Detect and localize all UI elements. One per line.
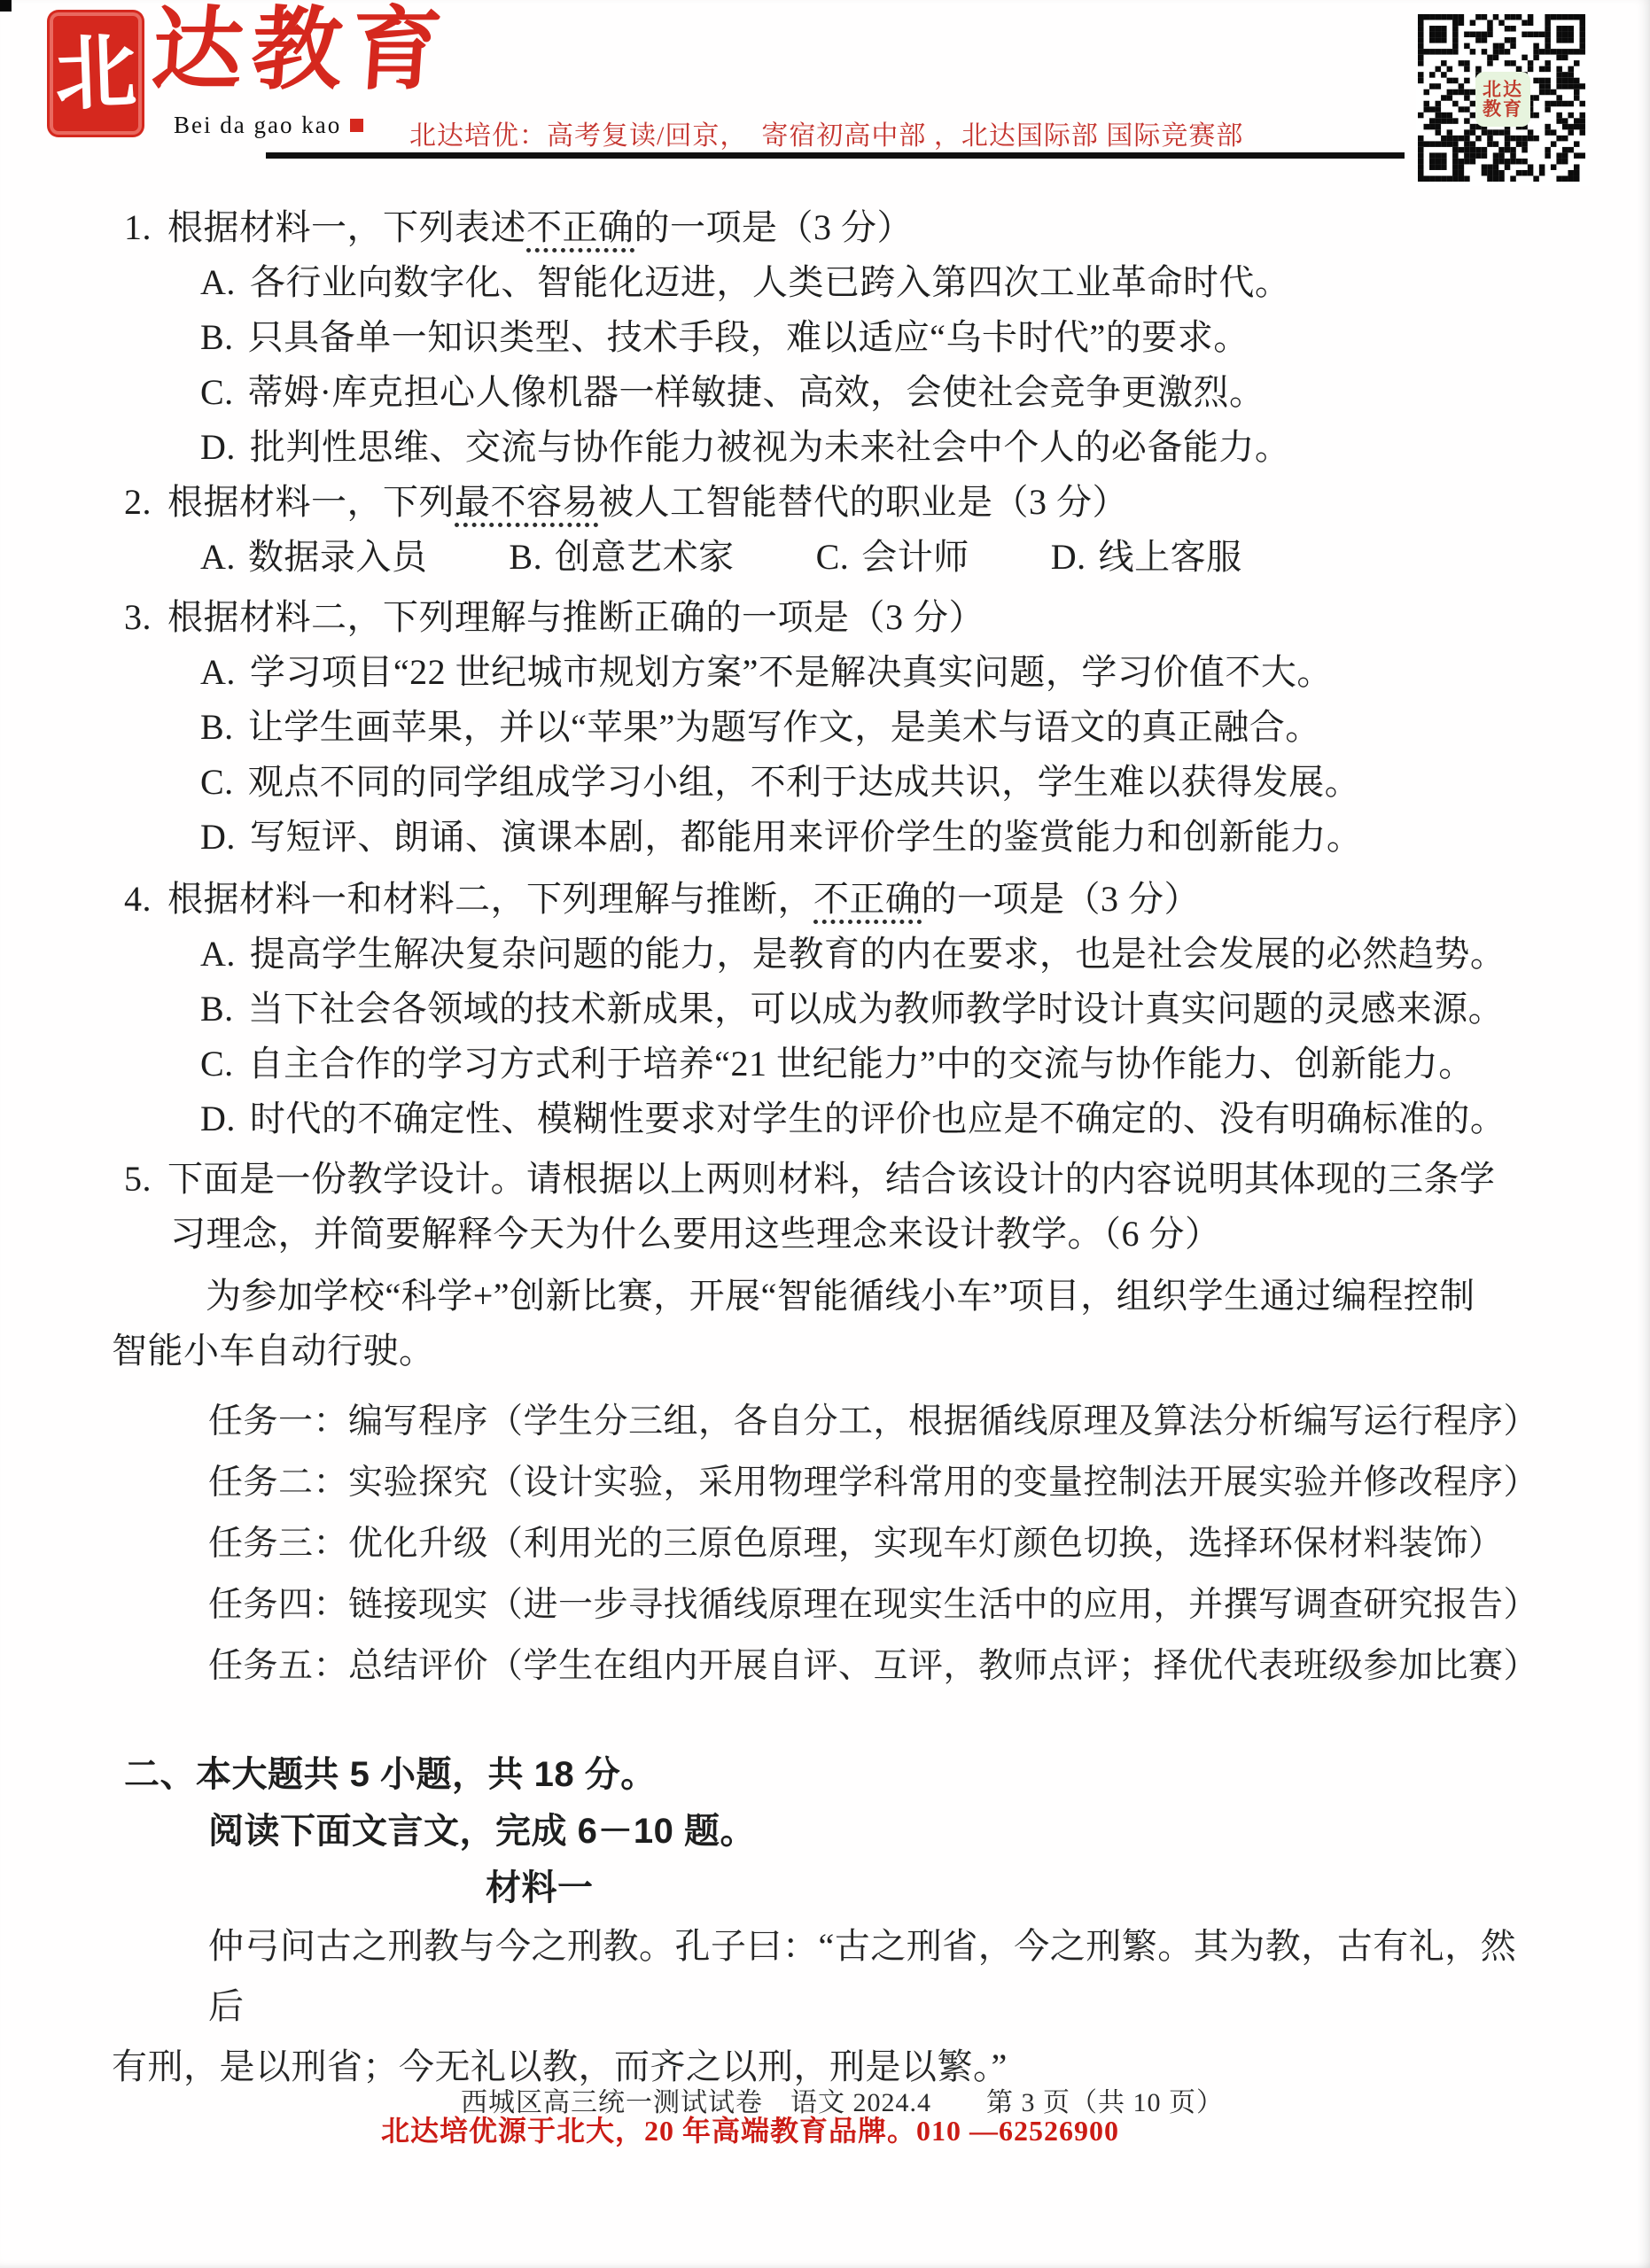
- material-one-label: 材料一: [486, 1868, 594, 1907]
- question-3: [124, 590, 1542, 865]
- question-2-stem-post: 被人工智能替代的职业是（3 分）: [598, 482, 1128, 522]
- question-2-stem: [124, 475, 1542, 530]
- question-4-number: 4.: [124, 879, 152, 919]
- question-2-stem-emphasis: 最不容易: [455, 482, 598, 527]
- qr-label-line2: 教育: [1483, 98, 1523, 120]
- question-2-options-row: [200, 530, 1542, 585]
- task-line-4: 任务四：链接现实（进一步寻找循线原理在现实生活中的应用，并撰写调查研究报告）: [208, 1586, 1539, 1624]
- question-1-stem-emphasis: 不正确: [526, 207, 634, 252]
- question-3-number: 3.: [124, 597, 152, 637]
- header-divider: [266, 152, 1405, 159]
- question-4-stem: [124, 872, 1542, 927]
- qr-center-label: [1475, 72, 1530, 127]
- question-1: [124, 200, 1542, 475]
- question-3-option-c: C. 观点不同的同学组成学习小组，不利于达成共识，学生难以获得发展。: [200, 762, 1361, 802]
- question-2-stem-pre: 根据材料一，下列: [167, 482, 455, 522]
- question-2: [124, 475, 1542, 585]
- section-two: [124, 1746, 1542, 1916]
- question-4-option-d: D. 时代的不确定性、模糊性要求对学生的评价也应是不确定的、没有明确标准的。: [200, 1099, 1506, 1138]
- seal-character: 北: [53, 27, 138, 120]
- design-intro-line1: 为参加学校“科学+”创新比赛，开展“智能循线小车”项目，组织学生通过编程控制: [206, 1276, 1475, 1316]
- question-1-option-d: D. 批判性思维、交流与协作能力被视为未来社会中个人的必备能力。: [200, 427, 1291, 467]
- section-two-subtitle: 阅读下面文言文，完成 6－10 题。: [208, 1812, 756, 1851]
- task-line-1: 任务一：编写程序（学生分三组，各自分工，根据循线原理及算法分析编写运行程序）: [208, 1402, 1539, 1441]
- question-5-number: 5.: [124, 1159, 152, 1199]
- question-5-stem-line1: 5. 下面是一份教学设计。请根据以上两则材料，结合该设计的内容说明其体现的三条学: [124, 1152, 1542, 1207]
- exam-body: [112, 200, 1542, 2097]
- question-1-stem: [124, 200, 1542, 255]
- header-tagline: 北达培优：高考复读/回京， 寄宿初高中部 ，北达国际部 国际竞赛部: [409, 121, 1244, 151]
- footer-promo-text: 北达培优源于北大，20 年高端教育品牌。010 —62526900: [381, 2115, 1120, 2147]
- teaching-design-intro: [112, 1269, 1542, 1379]
- qr-code: [1416, 12, 1590, 186]
- task-line-3: 任务三：优化升级（利用光的三原色原理，实现车灯颜色切换，选择环保材料装饰）: [208, 1525, 1504, 1563]
- question-4-stem-pre: 根据材料一和材料二，下列理解与推断，: [167, 879, 813, 919]
- question-2-number: 2.: [124, 482, 152, 522]
- question-2-option-b: B. 创意艺术家: [509, 537, 735, 577]
- question-3-option-b: B. 让学生画苹果，并以“苹果”为题写作文，是美术与语文的真正融合。: [200, 707, 1321, 747]
- brand-seal-logo: [50, 12, 142, 135]
- question-2-option-d: D. 线上客服: [1050, 537, 1242, 577]
- red-square-icon: [350, 119, 363, 132]
- brand-romanized: [174, 112, 363, 139]
- task-line-2: 任务二：实验探究（设计实验，采用物理学科常用的变量控制法开展实验并修改程序）: [208, 1464, 1539, 1502]
- brand-romanized-text: Bei da gao kao: [174, 112, 342, 138]
- task-line-5: 任务五：总结评价（学生在组内开展自评、互评，教师点评；择优代表班级参加比赛）: [208, 1647, 1539, 1685]
- question-3-option-a: A. 学习项目“22 世纪城市规划方案”不是解决真实问题，学习价值不大。: [200, 652, 1333, 692]
- question-5: [124, 1152, 1542, 1262]
- question-4-option-b: B. 当下社会各领域的技术新成果，可以成为教师教学时设计真实问题的灵感来源。: [200, 989, 1505, 1029]
- question-4-option-a: A. 提高学生解决复杂问题的能力，是教育的内在要求，也是社会发展的必然趋势。: [200, 934, 1506, 974]
- question-3-stem-text: 根据材料二，下列理解与推断正确的一项是（3 分）: [167, 597, 985, 637]
- question-2-option-c: C. 会计师: [815, 537, 969, 577]
- task-list: [124, 1391, 1542, 1697]
- question-3-stem: [124, 590, 1542, 645]
- classical-passage: [112, 1916, 1542, 2097]
- section-two-title: 二、本大题共 5 小题，共 18 分。: [124, 1755, 657, 1794]
- classical-line-2: 有刑，是以刑省；今无礼以教，而齐之以刑，刑是以繁。”: [112, 2047, 1008, 2086]
- question-4-stem-emphasis: 不正确: [813, 879, 922, 924]
- question-3-option-d: D. 写短评、朗诵、演课本剧，都能用来评价学生的鉴赏能力和创新能力。: [200, 817, 1363, 857]
- design-intro-line2: 智能小车自动行驶。: [112, 1331, 435, 1371]
- brand-calligraphy: 达教育: [149, 1, 454, 101]
- question-1-option-b: B. 只具备单一知识类型、技术手段，难以适应“乌卡时代”的要求。: [200, 317, 1249, 357]
- question-1-option-c: C. 蒂姆·库克担心人像机器一样敏捷、高效，会使社会竞争更激烈。: [200, 372, 1265, 412]
- question-1-stem-post: 的一项是（3 分）: [634, 207, 913, 247]
- question-4: [124, 872, 1542, 1146]
- scan-corner-artifact: [0, 0, 12, 12]
- classical-line-1: 仲弓问古之刑教与今之刑教。孔子曰：“古之刑省，今之刑繁。其为教，古有礼，然后: [208, 1926, 1517, 2026]
- qr-label-line1: 北达: [1483, 78, 1523, 100]
- question-4-stem-post: 的一项是（3 分）: [921, 879, 1200, 919]
- question-1-option-a: A. 各行业向数字化、智能化迈进，人类已跨入第四次工业革命时代。: [200, 262, 1291, 302]
- question-1-stem-pre: 根据材料一，下列表述: [167, 207, 526, 247]
- question-4-option-c: C. 自主合作的学习方式利于培养“21 世纪能力”中的交流与协作能力、创新能力。: [200, 1044, 1475, 1084]
- question-1-number: 1.: [124, 207, 152, 247]
- question-5-stem-line2: 习理念，并简要解释今天为什么要用这些理念来设计教学。（6 分）: [170, 1214, 1221, 1254]
- question-2-option-a: A. 数据录入员: [200, 537, 428, 577]
- footer-exam-info: 西城区高三统一测试试卷 语文 2024.4 第 3 页（共 10 页）: [461, 2088, 1224, 2117]
